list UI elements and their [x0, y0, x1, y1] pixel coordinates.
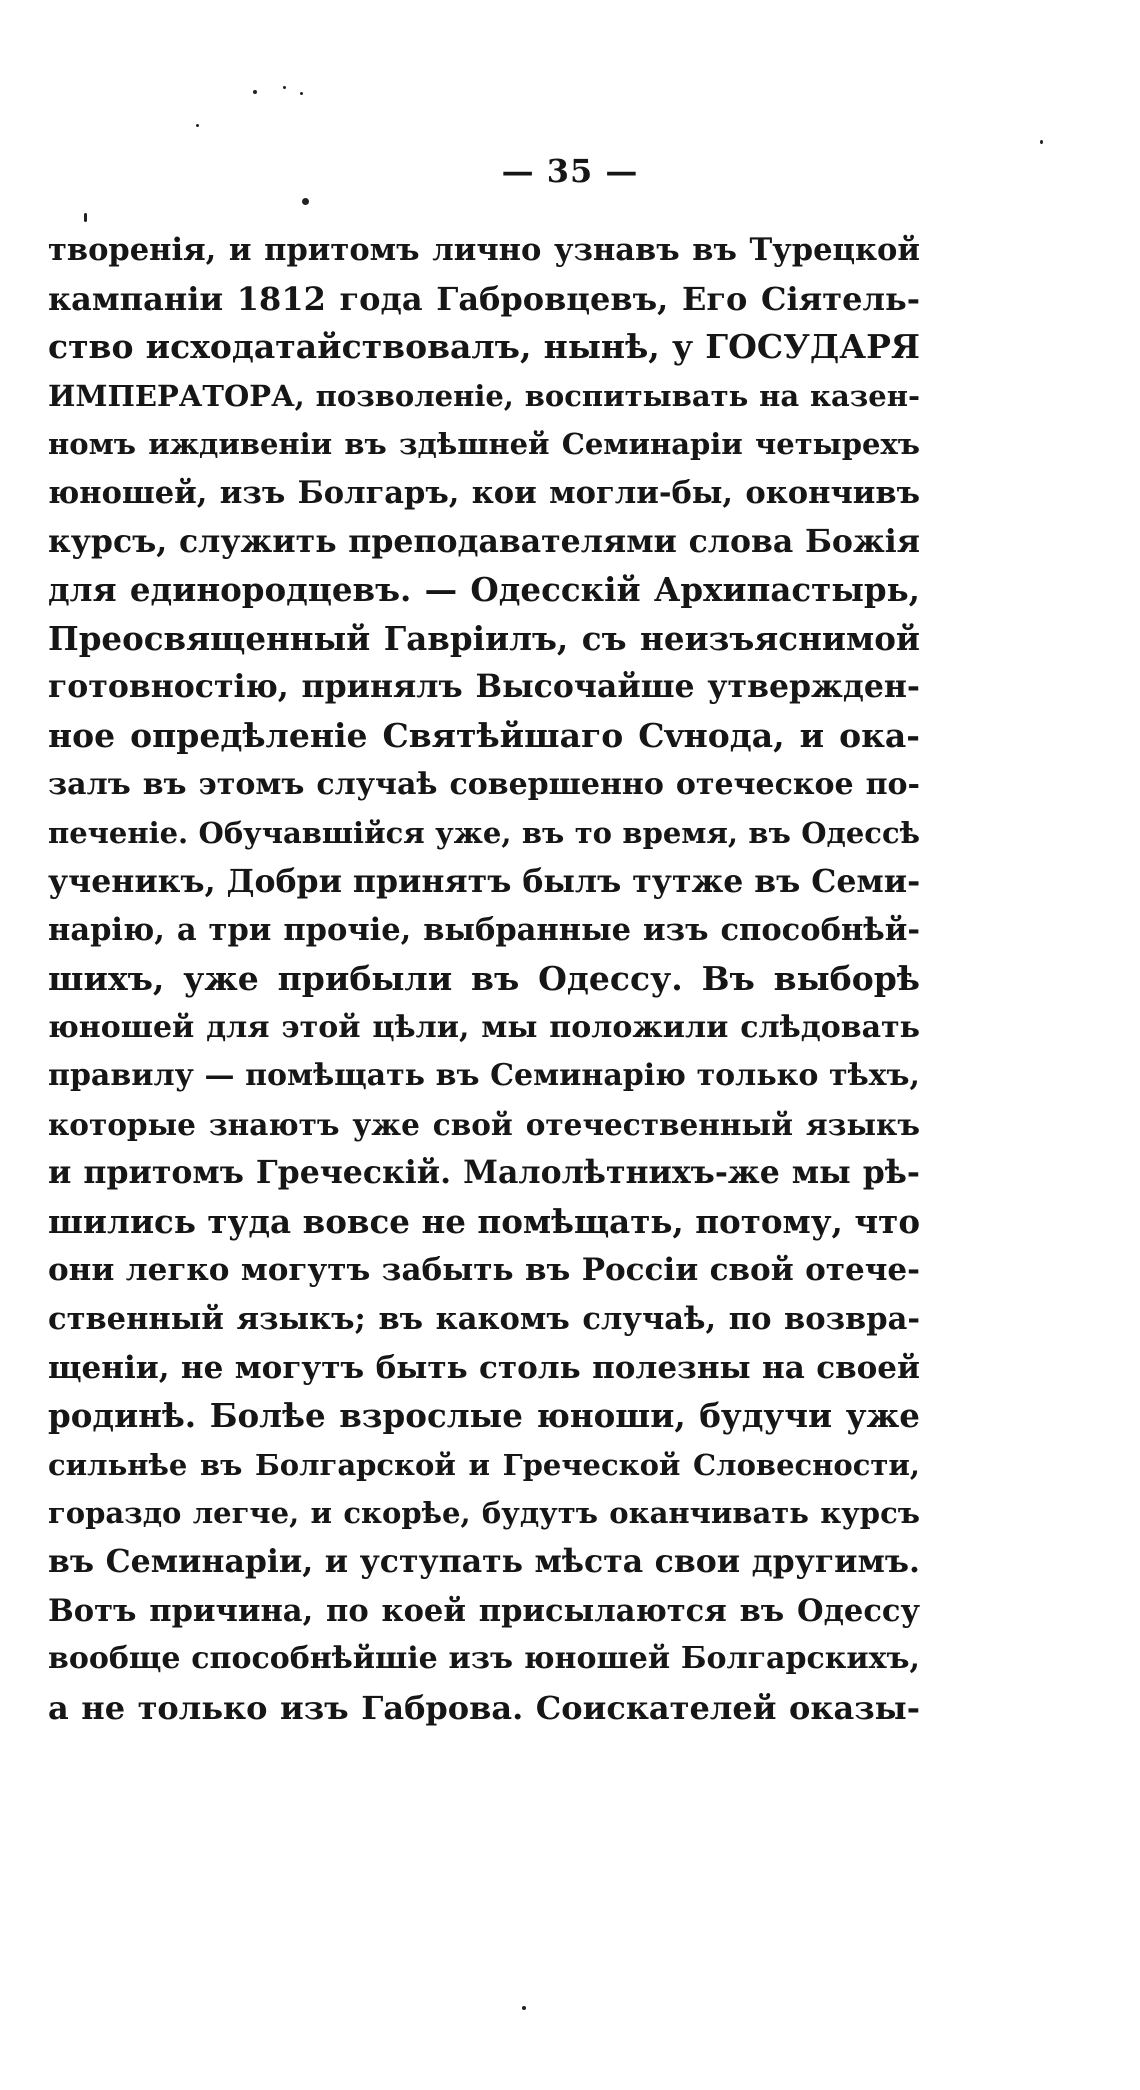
text-line: юношей, изъ Болгаръ, кои могли-бы, окончивъ — [48, 474, 920, 511]
text-line: залъ въ этомъ случаѣ совершенно отеческое по- — [48, 766, 920, 802]
ink-speck — [522, 2006, 526, 2010]
ink-speck — [1040, 140, 1043, 144]
body-text — [48, 226, 920, 1732]
text-line: шихъ, уже прибыли въ Одессу. Въ выборѣ — [48, 958, 920, 998]
text-line: правилу — помѣщать въ Семинарію только тѣхъ, — [48, 1058, 920, 1094]
text-line: печеніе. Обучавшійся уже, въ то время, въ Одессѣ — [48, 816, 920, 851]
text-line: они легко могутъ забыть въ Россіи свой отече- — [48, 1252, 920, 1289]
text-line: готовностію, принялъ Высочайше утвержден- — [48, 668, 920, 706]
text-line: номъ иждивеніи въ здѣшней Семинаріи четырехъ — [48, 427, 920, 462]
text-line: ство исходатайствовалъ, нынѣ, у ГОСУДАРЯ — [48, 327, 920, 367]
ink-speck — [196, 124, 199, 127]
text-line: а не только изъ Габрова. Соискателей оказы- — [48, 1688, 920, 1727]
text-line: ственный языкъ; въ какомъ случаѣ, по возвра- — [48, 1301, 920, 1338]
text-line: для единородцевъ. — Одесскій Архипастырь, — [48, 570, 920, 610]
text-line: ученикъ, Добри принятъ былъ тутже въ Семи- — [48, 862, 920, 900]
ink-speck — [283, 86, 286, 89]
text-line: курсъ, служить преподавателями слова Божія — [48, 522, 920, 560]
text-line: кампаніи 1812 года Габровцевъ, Его Сіятель- — [48, 279, 920, 318]
text-line: ИМПЕРАТОРА, позволеніе, воспитывать на казен- — [48, 378, 920, 413]
ink-speck — [300, 92, 303, 95]
text-line: нарію, а три прочіе, выбранные изъ способнѣй- — [48, 912, 920, 949]
page-number: — 35 — — [501, 152, 639, 190]
text-line: гораздо легче, и скорѣе, будутъ оканчивать курсъ — [48, 1496, 920, 1531]
text-line: въ Семинаріи, и уступать мѣста свои другимъ. — [48, 1543, 920, 1581]
text-line: шились туда вовсе не помѣщать, потому, что — [48, 1201, 920, 1241]
text-line: ное опредѣленіе Святѣйшаго Сvнода, и ока- — [48, 715, 920, 755]
text-line: Вотъ причина, по коей присылаются въ Одессу — [48, 1592, 920, 1629]
text-line: которые знаютъ уже свой отечественный языкъ — [48, 1106, 920, 1142]
text-line: щеніи, не могутъ быть столь полезны на своей — [48, 1349, 920, 1386]
text-line: юношей для этой цѣли, мы положили слѣдовать — [48, 1009, 920, 1045]
text-line: сильнѣе въ Болгарской и Греческой Словесности, — [48, 1447, 920, 1482]
text-line: Преосвященный Гавріилъ, съ неизъяснимой — [48, 618, 920, 658]
ink-speck — [302, 198, 309, 205]
text-line: вообще способнѣйшіе изъ юношей Болгарскихъ, — [48, 1641, 920, 1677]
text-line: и притомъ Греческій. Малолѣтнихъ-же мы рѣ- — [48, 1154, 920, 1192]
ink-speck — [84, 213, 87, 222]
ink-speck — [253, 90, 257, 94]
text-line: родинѣ. Болѣе взрослые юноши, будучи уже — [48, 1396, 920, 1436]
text-line: творенія, и притомъ лично узнавъ въ Турецкой — [48, 232, 920, 268]
